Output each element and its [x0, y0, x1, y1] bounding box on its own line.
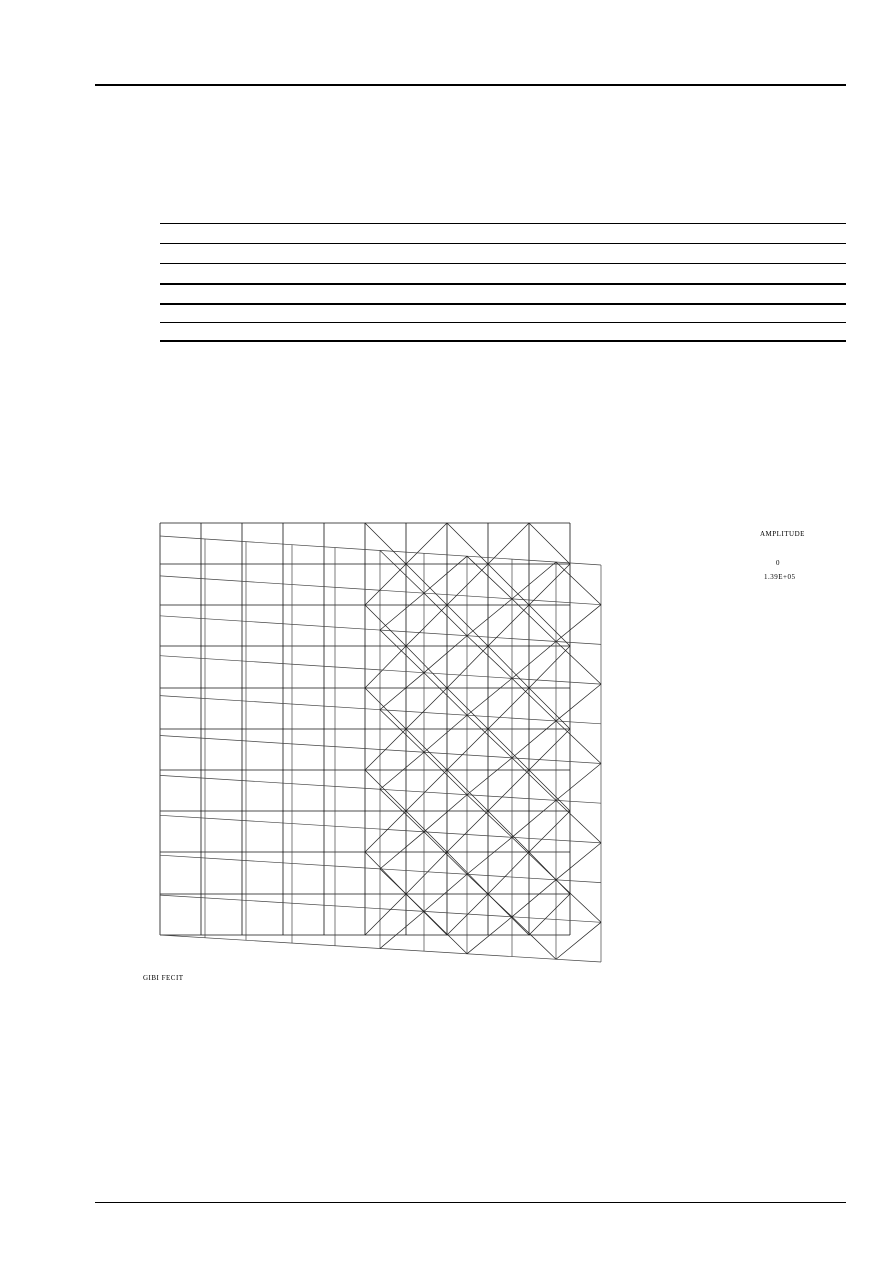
mesh-line: [529, 894, 570, 935]
mesh-line: [467, 874, 512, 917]
mesh-line: [380, 593, 424, 630]
mesh-line: [467, 599, 512, 636]
mesh-line: [380, 869, 424, 912]
mesh-line: [424, 556, 467, 593]
mesh-line: [380, 710, 424, 753]
mesh-line: [380, 673, 424, 710]
mesh-line: [406, 564, 447, 605]
mesh-line: [406, 770, 447, 811]
mesh-line: [365, 811, 406, 852]
mesh-line: [556, 684, 601, 721]
legend-value-max: 1.39E+05: [764, 573, 796, 581]
mesh-line: [447, 770, 488, 811]
mesh-line: [512, 721, 556, 758]
mesh-line: [488, 770, 529, 811]
footer-rule: [95, 1202, 846, 1203]
mesh-line: [467, 715, 512, 758]
mesh-line: [424, 752, 467, 794]
mesh-line: [556, 641, 601, 684]
mesh-line: [529, 729, 570, 770]
legend-value-min: 0: [776, 559, 780, 567]
mesh-line: [488, 605, 529, 646]
mesh-line: [512, 641, 556, 678]
mesh-line: [160, 656, 601, 684]
mesh-line: [424, 874, 467, 911]
legend-title: AMPLITUDE: [760, 530, 805, 538]
mesh-line: [529, 564, 570, 605]
mesh-line: [365, 688, 406, 729]
mesh-line: [488, 729, 529, 770]
mesh-line: [447, 688, 488, 729]
mesh-line: [380, 911, 424, 948]
mesh-line: [512, 917, 556, 959]
mesh-line: [447, 729, 488, 770]
mesh-line: [365, 894, 406, 935]
mesh-line: [447, 894, 488, 935]
mesh-line: [488, 811, 529, 852]
mesh-line: [512, 562, 556, 599]
mesh-line: [467, 636, 512, 679]
mesh-line: [529, 770, 570, 811]
mesh-line: [529, 811, 570, 852]
mesh-line: [406, 688, 447, 729]
mesh-line: [512, 758, 556, 801]
mesh-line: [365, 729, 406, 770]
software-label: GIBI FECIT: [143, 974, 184, 982]
mesh-line: [556, 562, 601, 605]
mesh-line: [467, 795, 512, 838]
mesh-line: [380, 752, 424, 789]
mesh-line: [556, 721, 601, 764]
mesh-line: [406, 646, 447, 688]
mesh-line: [447, 523, 488, 564]
mesh-line: [424, 911, 467, 953]
mesh-line: [160, 576, 601, 605]
mesh-line: [424, 593, 467, 636]
mesh-line: [447, 605, 488, 646]
mesh-line: [424, 715, 467, 752]
mesh-line: [488, 688, 529, 729]
mesh-line: [512, 880, 556, 917]
mesh-line: [529, 523, 570, 564]
mesh-line: [160, 895, 601, 922]
mesh-line: [467, 837, 512, 874]
mesh-line: [447, 811, 488, 852]
mesh-line: [529, 688, 570, 729]
mesh-line: [380, 832, 424, 869]
mesh-line: [556, 764, 601, 801]
mesh-line: [424, 636, 467, 673]
mesh-line: [424, 673, 467, 716]
mesh-line: [380, 550, 424, 593]
mesh-line: [556, 605, 601, 642]
mesh-line: [556, 843, 601, 880]
mesh-line: [365, 523, 406, 564]
mesh-line: [512, 837, 556, 879]
mesh-line: [406, 729, 447, 770]
mesh-line: [488, 523, 529, 564]
mesh-line: [556, 922, 601, 959]
mesh-line: [556, 800, 601, 843]
mesh-line: [467, 678, 512, 715]
mesh-line: [406, 605, 447, 646]
mesh-line: [447, 646, 488, 688]
mesh-line: [447, 852, 488, 894]
mesh-line: [160, 815, 601, 843]
mesh-line: [406, 523, 447, 564]
mesh-line: [160, 736, 601, 764]
deformed-mesh: [160, 536, 601, 962]
mesh-line: [512, 678, 556, 721]
mesh-line: [380, 789, 424, 832]
mesh-line: [365, 646, 406, 688]
mesh-line: [488, 852, 529, 894]
mesh-line: [467, 758, 512, 795]
mesh-line: [424, 795, 467, 832]
mesh-line: [488, 646, 529, 688]
